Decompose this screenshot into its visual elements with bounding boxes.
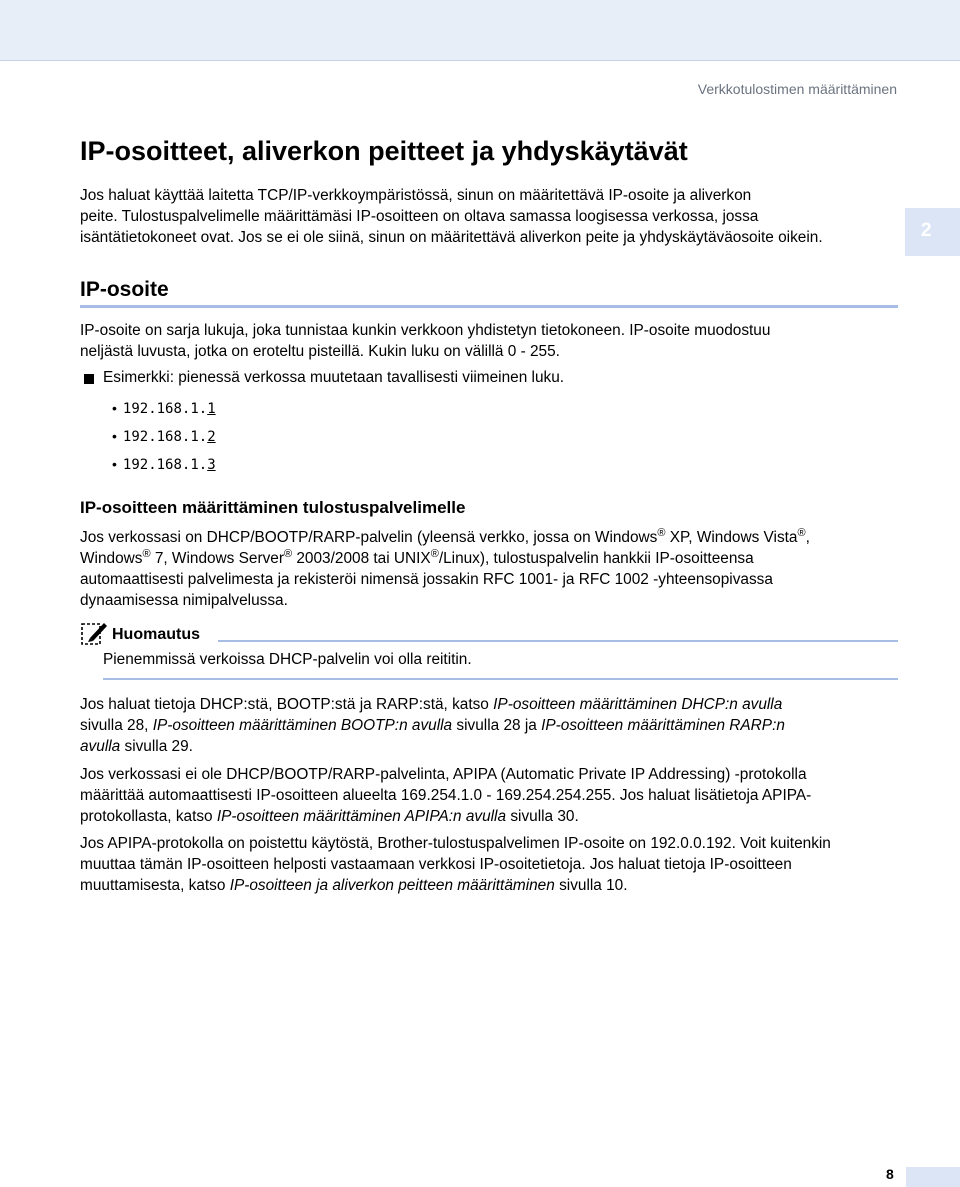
ip-body-line-2: neljästä luvusta, jotka on eroteltu pisteillä. Kukin luku on välillä 0 - 255. <box>80 343 560 360</box>
xref-link[interactable]: IP-osoitteen määrittäminen RARP:n <box>541 717 785 734</box>
note-text: Pienemmissä verkoissa DHCP-palvelin voi olla reititin. <box>103 651 472 668</box>
page-number: 8 <box>886 1166 894 1182</box>
ip-section-heading: IP-osoite <box>80 278 169 301</box>
ip-address-item: • 192.168.1.2 <box>112 428 216 445</box>
intro-line-3: isäntätietokoneet ovat. Jos se ei ole siinä, sinun on määritettävä aliverkon peite ja yhdyskäytäväosoite oikein. <box>80 229 823 246</box>
assign-line-3: automaattisesti palvelimesta ja rekisteröi nimensä jossakin RFC 1001- ja RFC 1002 -yhteensopivassa <box>80 571 773 588</box>
bullet-icon: • <box>112 400 117 416</box>
xref-link[interactable]: avulla <box>80 738 121 755</box>
page-title: IP-osoitteet, aliverkon peitteet ja yhdyskäytävät <box>80 136 688 166</box>
xref-link[interactable]: IP-osoitteen määrittäminen BOOTP:n avulla <box>152 717 453 734</box>
example-text: Esimerkki: pienessä verkossa muutetaan tavallisesti viimeinen luku. <box>103 369 565 386</box>
apipa-line-3: protokollasta, katso IP-osoitteen määrittäminen APIPA:n avulla sivulla 30. <box>80 808 579 825</box>
xref-link[interactable]: IP-osoitteen määrittäminen APIPA:n avulla <box>216 808 507 825</box>
assign-line-4: dynaamisessa nimipalvelussa. <box>80 592 288 609</box>
running-header: Verkkotulostimen määrittäminen <box>697 81 897 97</box>
refs-line-3: avulla sivulla 29. <box>80 738 193 755</box>
footer-bar <box>906 1167 960 1187</box>
disabled-line-1: Jos APIPA-protokolla on poistettu käytöstä, Brother-tulostuspalvelimen IP-osoite on 192.0.0.192. Voit kuitenkin <box>80 835 831 852</box>
note-title: Huomautus <box>112 626 200 643</box>
disabled-line-3: muuttamisesta, katso IP-osoitteen ja aliverkon peitteen määrittäminen sivulla 10. <box>80 877 628 894</box>
note-rule <box>218 640 898 642</box>
assign-line-2: Windows® 7, Windows Server® 2003/2008 tai UNIX®/Linux), tulostuspalvelin hankkii IP-osoitteensa <box>80 547 754 567</box>
assign-line-1: Jos verkossasi on DHCP/BOOTP/RARP-palvelin (yleensä verkko, jossa on Windows® XP, Windows Vista®, <box>80 526 810 546</box>
square-bullet-icon <box>84 374 94 384</box>
heading-rule <box>80 305 898 308</box>
refs-line-1: Jos haluat tietoja DHCP:stä, BOOTP:stä ja RARP:stä, katso IP-osoitteen määrittäminen DHCP:n avulla <box>80 696 783 713</box>
assign-section-heading: IP-osoitteen määrittäminen tulostuspalvelimelle <box>80 498 466 517</box>
xref-link[interactable]: IP-osoitteen ja aliverkon peitteen määrittäminen <box>229 877 555 894</box>
intro-line-1: Jos haluat käyttää laitetta TCP/IP-verkkoympäristössä, sinun on määritettävä IP-osoite ja aliverkon <box>80 187 752 204</box>
ip-body-line-1: IP-osoite on sarja lukuja, joka tunnistaa kunkin verkkoon yhdistetyn tietokoneen. IP-osoite muodostuu <box>80 322 771 339</box>
apipa-line-1: Jos verkossasi ei ole DHCP/BOOTP/RARP-palvelinta, APIPA (Automatic Private IP Addressing) -protokolla <box>80 766 807 783</box>
apipa-line-2: määrittää automaattisesti IP-osoitteen alueelta 169.254.1.0 - 169.254.254.255. Jos haluat lisätietoja APIPA- <box>80 787 812 804</box>
note-pencil-icon <box>80 620 108 646</box>
chapter-number: 2 <box>921 220 932 241</box>
note-bottom-rule <box>103 678 898 680</box>
xref-link[interactable]: IP-osoitteen määrittäminen DHCP:n avulla <box>493 696 783 713</box>
refs-line-2: sivulla 28, IP-osoitteen määrittäminen BOOTP:n avulla sivulla 28 ja IP-osoitteen määrittäminen RARP:n <box>80 717 785 734</box>
header-band <box>0 0 960 61</box>
bullet-icon: • <box>112 428 117 444</box>
bullet-icon: • <box>112 456 117 472</box>
intro-line-2: peite. Tulostuspalvelimelle määrittämäsi IP-osoitteen on oltava samassa loogisessa verkossa, jossa <box>80 208 759 225</box>
chapter-tab <box>905 208 960 256</box>
ip-address-item: • 192.168.1.3 <box>112 456 216 473</box>
ip-address-item: • 192.168.1.1 <box>112 400 216 417</box>
disabled-line-2: muuttaa tämän IP-osoitteen helposti vastaamaan verkkosi IP-osoitetietoja. Jos haluat tietoja IP-osoitteen <box>80 856 792 873</box>
